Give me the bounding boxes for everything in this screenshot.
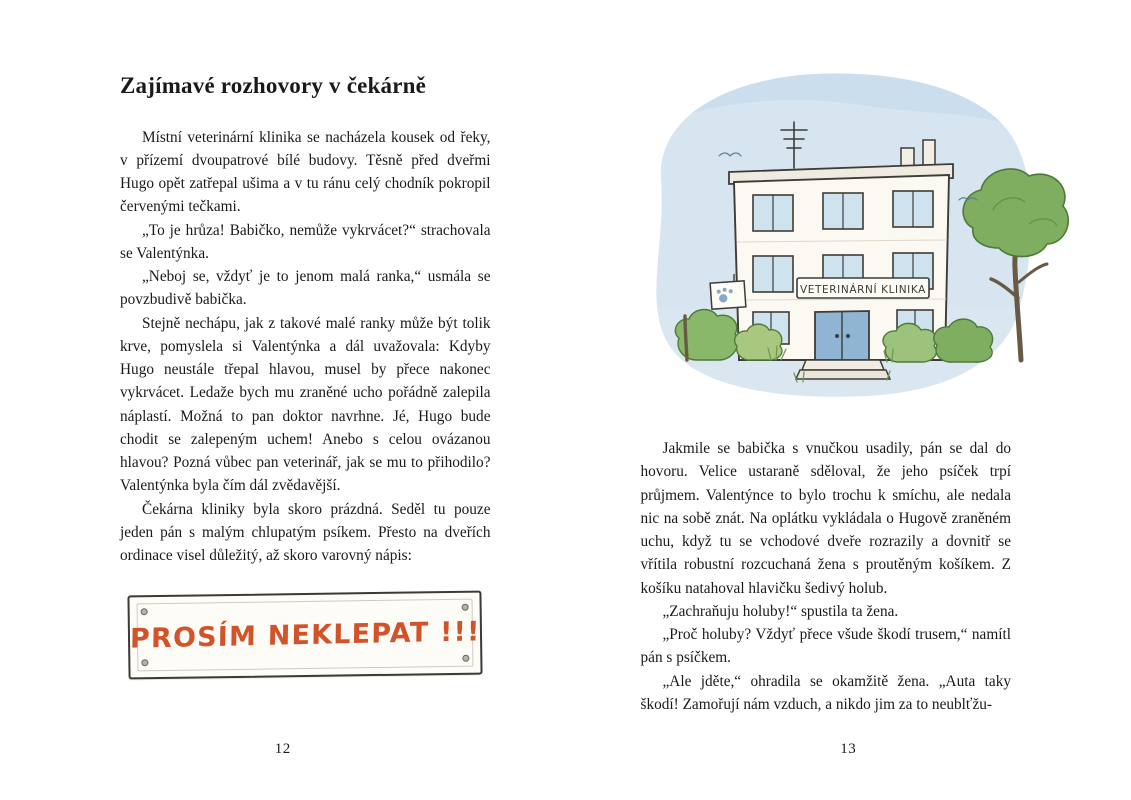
clinic-sign-text: VETERINÁRNÍ KLINIKA (799, 284, 926, 296)
right-page (566, 0, 1131, 800)
sign-screw-icon (141, 609, 148, 616)
sign-frame (128, 591, 483, 680)
paragraph: „Ale jděte,“ ohradila se okamžitě žena. „Auta taky škodí! Zamořují nám vzduch, a nikdo jim za to neublťžu- (640, 672, 1011, 713)
page-title: Zajímavé rozhovory v čekárně (120, 73, 427, 98)
page-number-value: 13 (840, 741, 857, 757)
door-sign-illustration (120, 593, 491, 677)
paragraph: Jakmile se babička s vnučkou usadily, pán se dal do hovoru. Velice ustaraně sděloval, že jeho psíček trpí průjmem. Valentýnce to bylo trochu k smíchu, ale nedala nic na sobě znát. Na oplátku vykládala o Hugově zraněném uchu, když tu se vchodové dveře rozrazily a dovnitř se vřítila robustní rozcuchaná žena s proutěným košíkem. Z košíku natahoval hlavičku šedivý holub. (640, 440, 1011, 597)
page-number-left (0, 741, 566, 758)
sign-text: PROSÍM NEKLEPAT !!! (129, 616, 481, 655)
sign-screw-icon (142, 660, 149, 667)
paragraph: „Proč holuby? Vždyť přece všude škodí trusem,“ namítl pán s psíčkem. (640, 626, 1011, 667)
paragraph: „To je hrůza! Babičko, nemůže vykrvácet?“ strachovala se Valentýnka. (120, 221, 491, 262)
clinic-illustration (601, 60, 972, 415)
page-number-right (566, 741, 1131, 758)
paragraph: Stejně nechápu, jak z takové malé ranky může být tolik krve, pomyslela si Valentýnka a dál uvažovala: Kdyby Hugo neustále třepal hlavou, musel by přece nakonec vykrvácet. Ledaže bych mu zraněné ucho pořádně zalepila náplastí. Možná to pan doktor navrhne. Jé, Hugo bude chodit se zalepeným uchem! Anebo s celou ovázanou hlavou? Pozná vůbec pan veterinář, jak se mu to přihodilo? Valentýnka byla čím dál zvědavější. (120, 314, 491, 495)
paragraph: Čekárna kliniky byla skoro prázdná. Seděl tu pouze jeden pán s malým chlupatým psíkem. Přesto na dveřích ordinace visel důležitý, až skoro varovný nápis: (120, 500, 491, 565)
paragraph: Místní veterinární klinika se nacházela kousek od řeky, v přízemí dvoupatrové bílé budovy. Těsně před dveřmi Hugo opět zatřepal ušima a v tu ránu celý chodník pokropil červenými tečkami. (120, 128, 491, 216)
sign-screw-icon (462, 604, 469, 611)
page-number-value: 12 (274, 741, 291, 757)
paragraph: „Zachraňuju holuby!“ spustila ta žena. (662, 602, 899, 620)
sign-screw-icon (463, 655, 470, 662)
paragraph: „Neboj se, vždyť je to jenom malá ranka,“ usmála se povzbudivě babička. (120, 268, 491, 309)
